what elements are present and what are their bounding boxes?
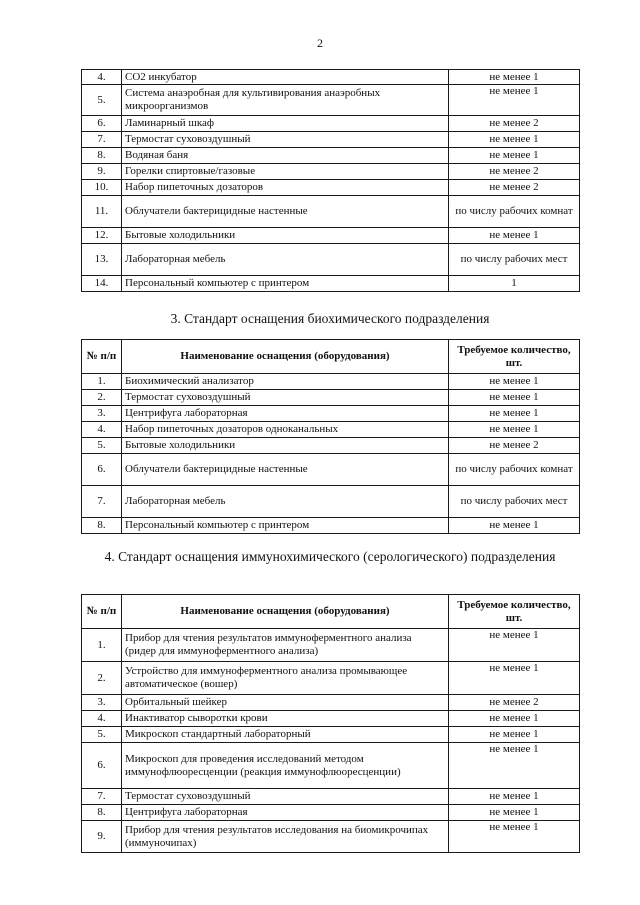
table-row (82, 743, 580, 789)
row-number: 2. (82, 390, 122, 406)
table-row (82, 85, 580, 116)
table-header-row (82, 340, 580, 374)
equipment-quantity: не менее 2 (449, 180, 580, 196)
table-row (82, 438, 580, 454)
equipment-name: Устройство для иммуноферментного анализа промывающее автоматическое (вошер) (122, 662, 449, 695)
equipment-name: Лабораторная мебель (122, 244, 449, 276)
equipment-name: Ламинарный шкаф (122, 116, 449, 132)
equipment-quantity: не менее 1 (449, 374, 580, 390)
table-row (82, 164, 580, 180)
row-number: 11. (82, 196, 122, 228)
row-number: 3. (82, 695, 122, 711)
row-number: 1. (82, 629, 122, 662)
equipment-name: Центрифуга лабораторная (122, 805, 449, 821)
table-row (82, 132, 580, 148)
row-number: 5. (82, 727, 122, 743)
row-number: 9. (82, 821, 122, 853)
section-title-biochemistry: 3. Стандарт оснащения биохимического подразделения (170, 311, 490, 326)
table-row (82, 821, 580, 853)
equipment-name: Лабораторная мебель (122, 486, 449, 518)
column-header-quantity: Требуемое количество, шт. (449, 595, 580, 629)
equipment-quantity: не менее 1 (449, 406, 580, 422)
table-row (82, 454, 580, 486)
row-number: 9. (82, 164, 122, 180)
row-number: 6. (82, 743, 122, 789)
equipment-name: Прибор для чтения результатов иммуноферментного анализа (ридер для иммуноферментного анализа) (122, 629, 449, 662)
immunochemistry-equipment-table (81, 594, 580, 853)
table-row (82, 228, 580, 244)
table-row (82, 662, 580, 695)
equipment-name: Микроскоп стандартный лабораторный (122, 727, 449, 743)
row-number: 4. (82, 422, 122, 438)
equipment-quantity: не менее 2 (449, 116, 580, 132)
column-header-name: Наименование оснащения (оборудования) (122, 340, 449, 374)
row-number: 8. (82, 148, 122, 164)
equipment-quantity: по числу рабочих комнат (449, 196, 580, 228)
equipment-name: Биохимический анализатор (122, 374, 449, 390)
row-number: 8. (82, 518, 122, 534)
table-row (82, 390, 580, 406)
equipment-name: Персональный компьютер с принтером (122, 518, 449, 534)
row-number: 8. (82, 805, 122, 821)
equipment-quantity: не менее 1 (449, 228, 580, 244)
equipment-name: Система анаэробная для культивирования анаэробных микроорганизмов (122, 85, 449, 116)
table-row (82, 805, 580, 821)
equipment-quantity: не менее 2 (449, 438, 580, 454)
row-number: 14. (82, 276, 122, 292)
equipment-name: Термостат суховоздушный (122, 390, 449, 406)
equipment-quantity: 1 (449, 276, 580, 292)
row-number: 3. (82, 406, 122, 422)
row-number: 5. (82, 85, 122, 116)
table-row (82, 244, 580, 276)
table-header-row (82, 595, 580, 629)
equipment-quantity: не менее 2 (449, 695, 580, 711)
row-number: 4. (82, 711, 122, 727)
equipment-quantity: не менее 1 (449, 789, 580, 805)
row-number: 7. (82, 789, 122, 805)
column-header-number: № п/п (82, 340, 122, 374)
column-header-quantity: Требуемое количество, шт. (449, 340, 580, 374)
row-number: 10. (82, 180, 122, 196)
table-row (82, 711, 580, 727)
row-number: 4. (82, 70, 122, 85)
equipment-quantity: не менее 1 (449, 148, 580, 164)
section-title-immunochemistry: 4. Стандарт оснащения иммунохимического (серологического) подразделения (104, 549, 556, 564)
equipment-table-continued (81, 69, 580, 292)
row-number: 5. (82, 438, 122, 454)
equipment-quantity: не менее 1 (449, 132, 580, 148)
row-number: 13. (82, 244, 122, 276)
equipment-quantity: не менее 2 (449, 164, 580, 180)
equipment-name: Термостат суховоздушный (122, 789, 449, 805)
table-row (82, 148, 580, 164)
equipment-name: Горелки спиртовые/газовые (122, 164, 449, 180)
equipment-name: Центрифуга лабораторная (122, 406, 449, 422)
table-row (82, 422, 580, 438)
equipment-name: Бытовые холодильники (122, 438, 449, 454)
table-row (82, 196, 580, 228)
equipment-quantity: не менее 1 (449, 805, 580, 821)
equipment-name: Персональный компьютер с принтером (122, 276, 449, 292)
row-number: 1. (82, 374, 122, 390)
equipment-quantity: не менее 1 (449, 662, 580, 695)
equipment-quantity: не менее 1 (449, 422, 580, 438)
biochemistry-equipment-table (81, 339, 580, 534)
column-header-name: Наименование оснащения (оборудования) (122, 595, 449, 629)
table-row (82, 727, 580, 743)
equipment-name: Термостат суховоздушный (122, 132, 449, 148)
equipment-name: Набор пипеточных дозаторов одноканальных (122, 422, 449, 438)
table-row (82, 789, 580, 805)
equipment-quantity: не менее 1 (449, 70, 580, 85)
equipment-quantity: по числу рабочих мест (449, 486, 580, 518)
table-row (82, 486, 580, 518)
table-row (82, 116, 580, 132)
equipment-name: Облучатели бактерицидные настенные (122, 454, 449, 486)
equipment-quantity: не менее 1 (449, 629, 580, 662)
equipment-quantity: не менее 1 (449, 821, 580, 853)
equipment-quantity: не менее 1 (449, 743, 580, 789)
table-row (82, 695, 580, 711)
table-row (82, 180, 580, 196)
equipment-quantity: не менее 1 (449, 711, 580, 727)
row-number: 7. (82, 486, 122, 518)
row-number: 7. (82, 132, 122, 148)
table-row (82, 374, 580, 390)
table-row (82, 276, 580, 292)
equipment-name: Облучатели бактерицидные настенные (122, 196, 449, 228)
equipment-name: Бытовые холодильники (122, 228, 449, 244)
equipment-name: Микроскоп для проведения исследований методом иммунофлюоресценции (реакция иммунофлюоресценции) (122, 743, 449, 789)
equipment-quantity: не менее 1 (449, 85, 580, 116)
equipment-name: Водяная баня (122, 148, 449, 164)
table-row (82, 406, 580, 422)
row-number: 2. (82, 662, 122, 695)
row-number: 6. (82, 116, 122, 132)
page-number: 2 (317, 36, 323, 50)
equipment-name: Прибор для чтения результатов исследования на биомикрочипах (иммуночипах) (122, 821, 449, 853)
table-row (82, 629, 580, 662)
equipment-quantity: по числу рабочих комнат (449, 454, 580, 486)
equipment-quantity: не менее 1 (449, 518, 580, 534)
equipment-quantity: не менее 1 (449, 727, 580, 743)
equipment-name: Набор пипеточных дозаторов (122, 180, 449, 196)
row-number: 6. (82, 454, 122, 486)
column-header-number: № п/п (82, 595, 122, 629)
table-row (82, 518, 580, 534)
equipment-quantity: не менее 1 (449, 390, 580, 406)
equipment-name: Орбитальный шейкер (122, 695, 449, 711)
equipment-name: CO2 инкубатор (122, 70, 449, 85)
equipment-name: Инактиватор сыворотки крови (122, 711, 449, 727)
row-number: 12. (82, 228, 122, 244)
table-row (82, 70, 580, 85)
equipment-quantity: по числу рабочих мест (449, 244, 580, 276)
